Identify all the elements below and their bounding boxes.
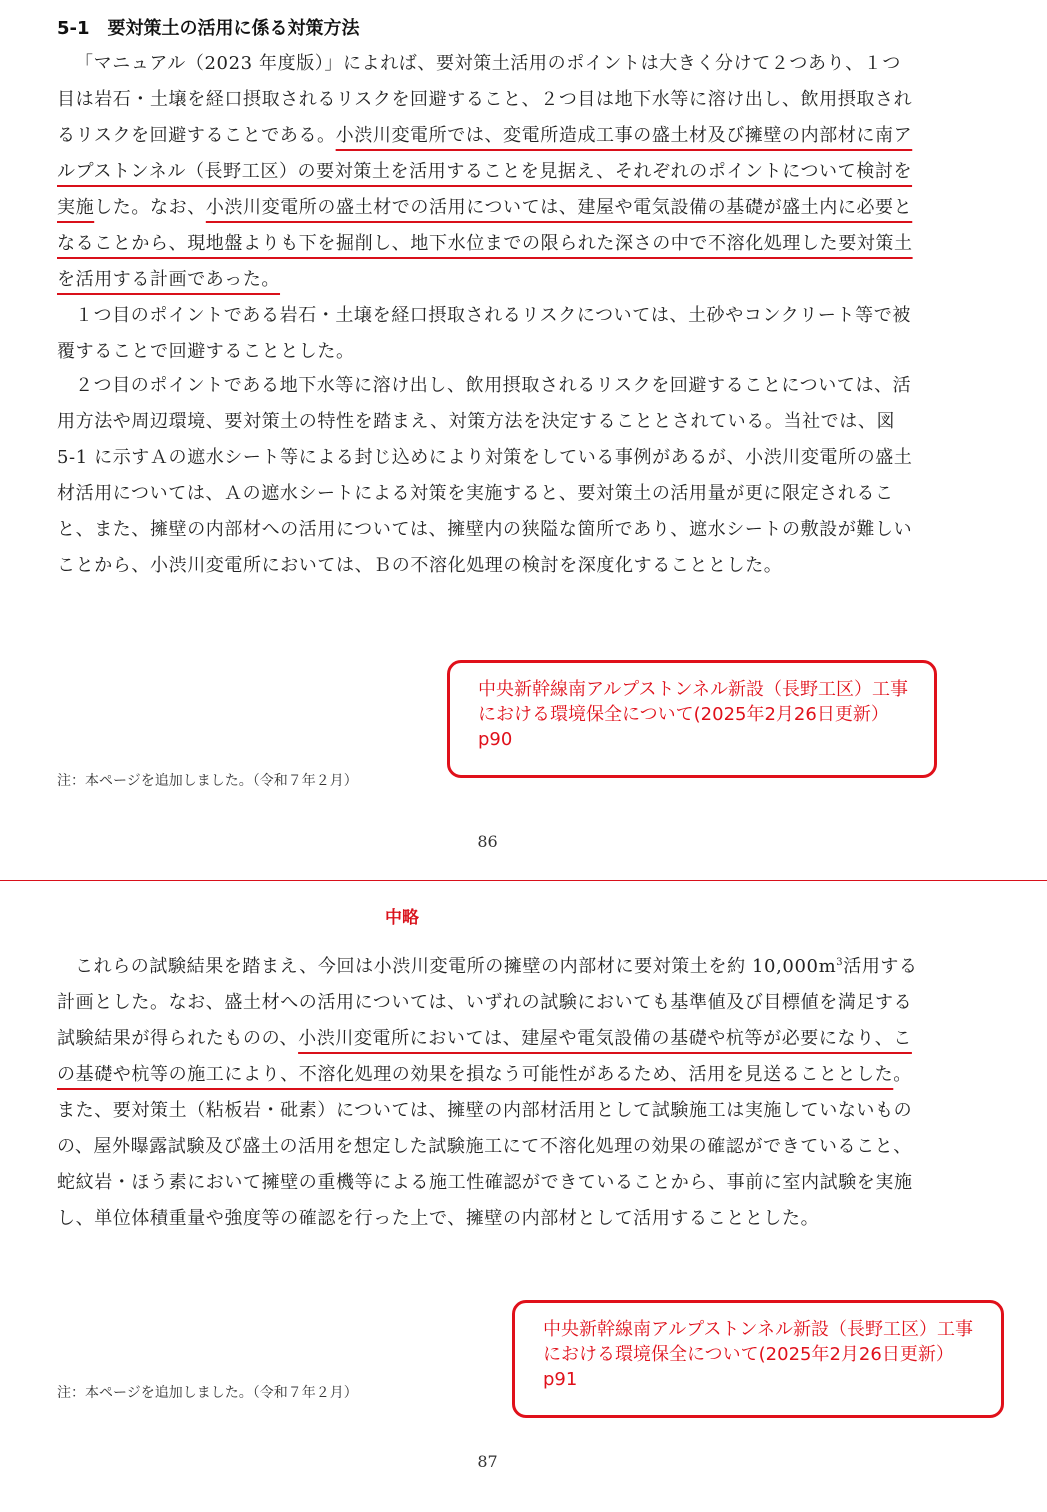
- paragraph-1: [57, 46, 919, 298]
- page-number: 86: [477, 832, 498, 851]
- underlined-text: 小渋川変電所では、変電所造成工事の盛土材及び擁壁の内部材に南アルプストンネル（長野工区）の要対策土を活用することを見据え、それぞれのポイントについて検討を実施: [57, 125, 913, 218]
- page-note: 注：本ページを追加しました。（令和７年２月）: [57, 773, 358, 789]
- text-segment: 「マニュアル（2023 年度版）」によれば、要対策土活用のポイントは大きく分けて２つあり、１つ目は岩石・土壌を経口摂取されるリスクを回避すること、２つ目は地下水等に溶け出し、飲用摂取されるリスクを回避することである。: [57, 53, 913, 146]
- source-callout-p91: 中央新幹線南アルプストンネル新設（長野工区）工事における環境保全について(2025年2月26日更新） p91: [512, 1300, 1004, 1418]
- text-segment: 。また、要対策土（粘板岩・砒素）については、擁壁の内部材活用として試験施工は実施していないものの、屋外曝露試験及び盛土の活用を想定した試験施工にて不溶化処理の効果の確認ができていること、蛇紋岩・ほう素において擁壁の重機等による施工性確認ができていることから、事前に室内試験を実施し、単位体積重量や強度等の確認を行った上で、擁壁の内部材として活用することとした。: [57, 1064, 913, 1229]
- page-divider: [0, 880, 1047, 881]
- text-segment: これらの試験結果を踏まえ、今回は小渋川変電所の擁壁の内部材に要対策土を約 10,000m: [75, 956, 837, 977]
- source-callout-p90: 中央新幹線南アルプストンネル新設（長野工区）工事における環境保全について(2025年2月26日更新）p90: [447, 660, 937, 778]
- paragraph-3: ２つ目のポイントである地下水等に溶け出し、飲用摂取されるリスクを回避することについては、活用方法や周辺環境、要対策土の特性を踏まえ、対策方法を決定することとされている。当社では、図 5-1 に示すＡの遮水シート等による封じ込めにより対策をしている事例があるが、小渋川変電所の盛土材活用については、Ａの遮水シートによる対策を実施すると、要対策土の活用量が更に限定されること、また、擁壁の内部材への活用については、擁壁内の狭隘な箇所であり、遮水シートの敷設が難しいことから、小渋川変電所においては、Ｂの不溶化処理の検討を深度化することとした。: [57, 375, 913, 576]
- underlined-text: 小渋川変電所においては、建屋や電気設備の基礎や杭等が必要になり、この基礎や杭等の施工により、不溶化処理の効果を損なう可能性があるため、活用を見送ることとした: [57, 1028, 912, 1085]
- omission-label: 中略: [385, 908, 419, 928]
- text-segment: した。なお、: [94, 197, 206, 218]
- section-heading: 5-1 要対策土の活用に係る対策方法: [57, 18, 360, 39]
- superscript: 3: [836, 957, 844, 968]
- paragraph-2: １つ目のポイントである岩石・土壌を経口摂取されるリスクについては、土砂やコンクリート等で被覆することで回避することとした。: [57, 305, 911, 362]
- page-note: 注：本ページを追加しました。（令和７年２月）: [57, 1385, 358, 1401]
- page-number: 87: [477, 1452, 498, 1471]
- text-segment: 活用する計画とした。なお、盛土材への活用については、いずれの試験においても基準値及び目標値を満足する試験結果が得られたものの、: [57, 956, 918, 1049]
- paragraph-4: [57, 945, 919, 1237]
- underlined-text: 小渋川変電所の盛土材での活用については、建屋や電気設備の基礎が盛土内に必要となることから、現地盤よりも下を掘削し、地下水位までの限られた深さの中で不溶化処理した要対策土を活用する計画であった。: [57, 197, 913, 290]
